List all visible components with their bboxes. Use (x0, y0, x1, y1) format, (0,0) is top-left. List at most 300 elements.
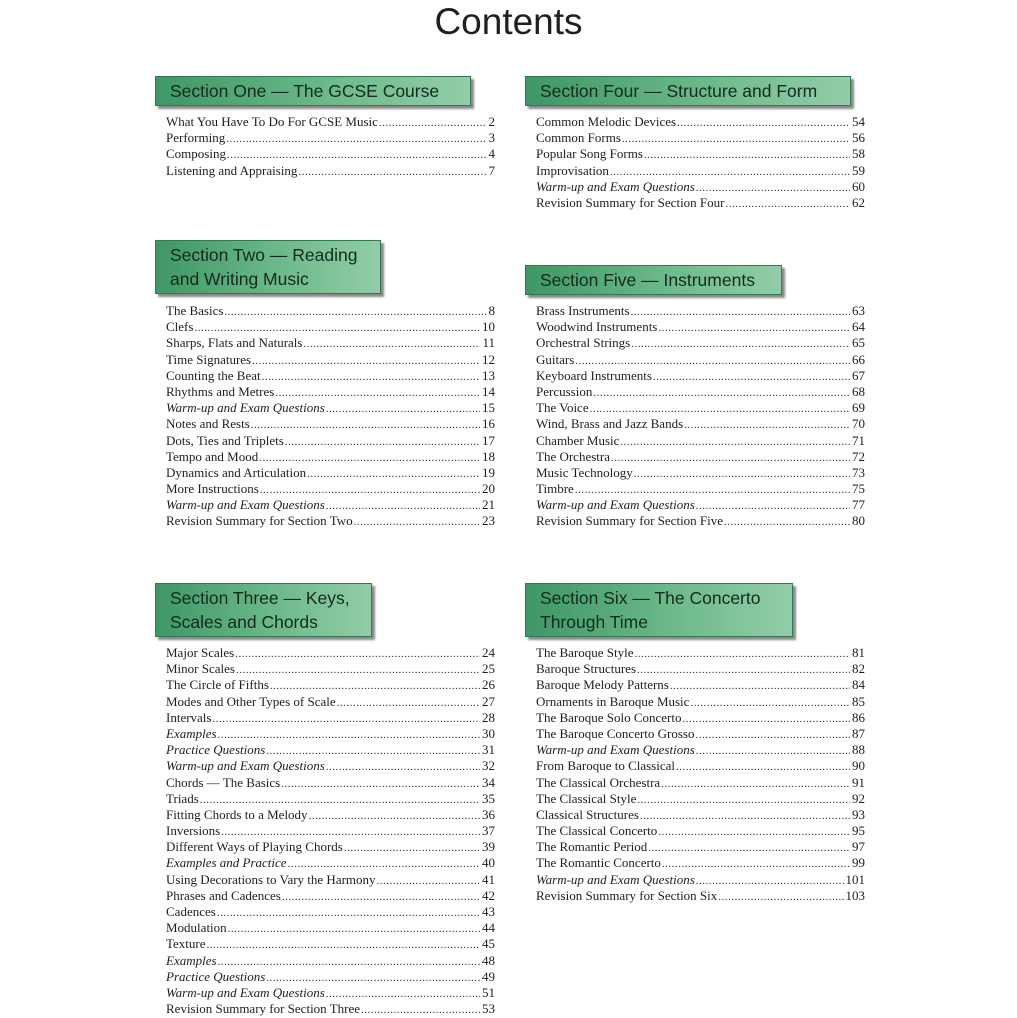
toc-entry-title: Phrases and Cadences (166, 887, 281, 903)
dot-leader (637, 792, 850, 808)
toc-entry-title: Guitars (536, 351, 575, 367)
toc-entry-title: Revision Summary for Section Six (536, 887, 718, 903)
dot-leader (307, 466, 480, 482)
toc-entry-title: Warm-up and Exam Questions (536, 742, 695, 758)
toc-entry-title: The Basics (166, 303, 224, 318)
toc-entry-page: 8 (488, 303, 495, 318)
toc-entry[interactable] (536, 130, 865, 146)
toc-entry-page: 35 (482, 790, 495, 806)
toc-entry-page: 32 (482, 758, 495, 774)
section-heading-line: Section Six — The Concerto (540, 588, 761, 608)
toc-entry-page: 16 (482, 416, 495, 432)
toc-entry[interactable] (166, 791, 495, 807)
toc-entry-title: The Classical Style (536, 790, 637, 806)
toc-entry-title: Baroque Structures (536, 661, 637, 677)
dot-leader (309, 808, 480, 824)
toc-entry-page: 80 (852, 513, 865, 529)
toc-entry-page: 44 (482, 920, 495, 936)
toc-entry[interactable] (166, 433, 495, 449)
section-heading-line: Section Three — Keys, (170, 588, 350, 608)
dot-leader (354, 514, 480, 530)
toc-entry[interactable] (166, 936, 495, 952)
toc-entry[interactable] (536, 465, 865, 481)
toc-entry-page: 2 (488, 114, 495, 129)
dot-leader (259, 450, 480, 466)
toc-entry-page: 21 (482, 497, 495, 513)
toc-entry-page: 34 (482, 774, 495, 790)
dot-leader (303, 336, 480, 352)
dot-leader (634, 466, 850, 482)
toc-entry-title: Practice Questions (166, 742, 266, 758)
dot-leader (200, 792, 480, 808)
toc-list (536, 303, 865, 530)
dot-leader (260, 482, 480, 498)
dot-leader (658, 824, 850, 840)
toc-entry-title: Intervals (166, 709, 212, 725)
toc-entry-page: 10 (482, 319, 495, 335)
toc-entry-title: Warm-up and Exam Questions (166, 497, 325, 513)
toc-entry[interactable] (166, 481, 495, 497)
toc-entry-title: The Baroque Style (536, 645, 634, 660)
dot-leader (637, 662, 850, 678)
toc-entry[interactable] (536, 775, 865, 791)
toc-entry[interactable] (166, 497, 495, 513)
toc-entry-page: 86 (852, 709, 865, 725)
toc-entry-page: 88 (852, 742, 865, 758)
toc-entry[interactable] (166, 416, 495, 432)
toc-entry-page: 20 (482, 481, 495, 497)
toc-entry[interactable] (536, 335, 865, 351)
dot-leader (631, 304, 850, 320)
toc-entry-page: 30 (482, 725, 495, 741)
toc-entry[interactable] (166, 775, 495, 791)
toc-entry-page: 27 (482, 693, 495, 709)
toc-entry-page: 18 (482, 448, 495, 464)
toc-entry-page: 67 (852, 367, 865, 383)
dot-leader (326, 401, 480, 417)
toc-entry[interactable] (536, 163, 865, 179)
dot-leader (696, 498, 850, 514)
page-title: Contents (434, 1, 583, 42)
toc-entry-title: Revision Summary for Section Two (166, 513, 353, 529)
toc-entry-page: 82 (852, 661, 865, 677)
toc-entry[interactable] (166, 904, 495, 920)
toc-entry-page: 7 (488, 162, 495, 178)
dot-leader (670, 678, 850, 694)
dot-leader (676, 759, 850, 775)
toc-entry-page: 84 (852, 677, 865, 693)
toc-entry[interactable] (166, 130, 495, 146)
toc-entry[interactable] (166, 969, 495, 985)
toc-entry-title: Triads (166, 790, 199, 806)
toc-entry-title: Woodwind Instruments (536, 319, 658, 335)
dot-leader (631, 336, 850, 352)
toc-entry-title: Examples and Practice (166, 855, 287, 871)
toc-entry[interactable] (166, 839, 495, 855)
toc-list (166, 114, 495, 179)
toc-entry-title: Warm-up and Exam Questions (166, 758, 325, 774)
toc-entry[interactable] (536, 195, 865, 211)
toc-entry-title: Brass Instruments (536, 303, 630, 318)
toc-entry-page: 15 (482, 400, 495, 416)
toc-entry-page: 25 (482, 661, 495, 677)
toc-entry[interactable] (536, 433, 865, 449)
dot-leader (212, 711, 480, 727)
toc-entry-page: 53 (482, 1001, 495, 1017)
dot-leader (337, 695, 480, 711)
toc-entry-page: 31 (482, 742, 495, 758)
toc-entry-page: 66 (852, 351, 865, 367)
dot-leader (262, 369, 480, 385)
toc-entry-title: Modes and Other Types of Scale (166, 693, 336, 709)
toc-entry[interactable] (536, 449, 865, 465)
toc-entry[interactable] (536, 481, 865, 497)
toc-entry-page: 90 (852, 758, 865, 774)
toc-entry-page: 12 (482, 351, 495, 367)
toc-entry[interactable] (536, 791, 865, 807)
toc-entry[interactable] (536, 114, 865, 130)
toc-entry[interactable] (536, 179, 865, 195)
toc-entry-page: 48 (482, 952, 495, 968)
toc-entry-title: Modulation (166, 920, 227, 936)
toc-entry-page: 77 (852, 497, 865, 513)
toc-entry-page: 62 (852, 194, 865, 210)
toc-entry[interactable] (536, 839, 865, 855)
toc-entry-title: Common Forms (536, 130, 621, 146)
toc-entry[interactable] (536, 319, 865, 335)
toc-entry[interactable] (166, 303, 495, 319)
toc-entry[interactable] (166, 742, 495, 758)
toc-entry-title: Orchestral Strings (536, 335, 631, 351)
toc-entry-page: 65 (852, 335, 865, 351)
dot-leader (298, 164, 486, 180)
toc-entry[interactable] (166, 146, 495, 162)
dot-leader (724, 514, 850, 530)
toc-entry-page: 43 (482, 904, 495, 919)
dot-leader (194, 320, 480, 336)
toc-entry[interactable] (166, 513, 495, 529)
toc-entry[interactable] (166, 465, 495, 481)
dot-leader (644, 147, 850, 163)
toc-entry-page: 40 (482, 855, 495, 871)
dot-leader (285, 434, 480, 450)
toc-entry-title: Warm-up and Exam Questions (166, 400, 325, 416)
toc-entry-page: 85 (852, 693, 865, 709)
toc-entry-page: 81 (852, 645, 865, 660)
toc-entry-title: Fitting Chords to a Melody (166, 806, 308, 822)
toc-entry-title: Wind, Brass and Jazz Bands (536, 416, 684, 432)
dot-leader (593, 385, 850, 401)
toc-entry-page: 41 (482, 871, 495, 887)
toc-entry[interactable] (536, 726, 865, 742)
toc-entry[interactable] (166, 335, 495, 351)
toc-entry[interactable] (166, 677, 495, 693)
toc-entry-title: The Circle of Fifths (166, 677, 269, 693)
toc-entry[interactable] (166, 888, 495, 904)
dot-leader (326, 986, 480, 1002)
dot-leader (270, 678, 480, 694)
toc-entry[interactable] (536, 855, 865, 871)
toc-entry[interactable] (166, 352, 495, 368)
toc-entry-title: The Classical Orchestra (536, 774, 661, 790)
toc-entry-page: 37 (482, 823, 495, 839)
toc-entry-title: The Baroque Concerto Grosso (536, 725, 695, 741)
dot-leader (575, 353, 850, 369)
section-heading-line: Section Two — Reading (170, 245, 358, 265)
toc-entry-page: 24 (482, 645, 495, 660)
toc-entry-title: Practice Questions (166, 968, 266, 984)
toc-entry-title: Warm-up and Exam Questions (536, 871, 695, 887)
section-heading-line: Scales and Chords (170, 612, 318, 632)
toc-entry-page: 36 (482, 806, 495, 822)
toc-entry-title: Different Ways of Playing Chords (166, 839, 343, 855)
dot-leader (622, 131, 850, 147)
section-heading-line: Section Four — Structure and Form (540, 81, 818, 101)
dot-leader (228, 921, 480, 937)
toc-entry-title: Chords — The Basics (166, 774, 281, 790)
dot-leader (218, 954, 480, 970)
toc-entry-page: 64 (852, 319, 865, 335)
toc-entry[interactable] (536, 742, 865, 758)
toc-entry-title: Ornaments in Baroque Music (536, 693, 690, 709)
toc-entry-page: 97 (852, 839, 865, 855)
dot-leader (611, 450, 850, 466)
dot-leader (696, 873, 844, 889)
toc-entry[interactable] (536, 513, 865, 529)
dot-leader (326, 759, 480, 775)
toc-entry-page: 56 (852, 130, 865, 146)
toc-entry-title: Revision Summary for Section Four (536, 194, 725, 210)
dot-leader (696, 180, 850, 196)
toc-entry-title: What You Have To Do For GCSE Music (166, 114, 378, 129)
dot-leader (575, 482, 850, 498)
toc-entry-page: 93 (852, 806, 865, 822)
toc-entry-page: 28 (482, 709, 495, 725)
toc-entry-title: Notes and Rests (166, 416, 250, 432)
dot-leader (326, 498, 480, 514)
toc-entry-title: Classical Structures (536, 806, 639, 822)
toc-entry-title: Revision Summary for Section Three (166, 1001, 361, 1017)
toc-entry-page: 23 (482, 513, 495, 529)
toc-entry[interactable] (166, 384, 495, 400)
toc-entry[interactable] (166, 758, 495, 774)
toc-entry-title: The Baroque Solo Concerto (536, 709, 682, 725)
toc-entry-page: 72 (852, 448, 865, 464)
toc-entry[interactable] (536, 710, 865, 726)
toc-entry[interactable] (536, 694, 865, 710)
dot-leader (648, 840, 850, 856)
section-heading-line: and Writing Music (170, 269, 309, 289)
toc-entry[interactable] (536, 497, 865, 513)
dot-leader (361, 1002, 480, 1018)
toc-entry[interactable] (166, 319, 495, 335)
dot-leader (696, 727, 851, 743)
toc-entry-page: 26 (482, 677, 495, 693)
toc-entry-page: 91 (852, 774, 865, 790)
toc-entry-page: 14 (482, 383, 495, 399)
dot-leader (252, 353, 480, 369)
toc-entry[interactable] (166, 163, 495, 179)
dot-leader (634, 646, 850, 662)
toc-entry[interactable] (536, 661, 865, 677)
toc-entry[interactable] (536, 303, 865, 319)
toc-entry[interactable] (536, 823, 865, 839)
toc-entry[interactable] (166, 823, 495, 839)
section-heading-line: Section Five — Instruments (540, 270, 755, 290)
section-heading (525, 76, 851, 106)
toc-entry-title: Time Signatures (166, 351, 252, 367)
toc-entry-page: 11 (482, 335, 495, 351)
toc-entry-page: 95 (852, 823, 865, 839)
dot-leader (640, 808, 850, 824)
dot-leader (661, 776, 850, 792)
dot-leader (251, 417, 480, 433)
toc-entry[interactable] (166, 872, 495, 888)
dot-leader (224, 304, 486, 320)
toc-entry-page: 68 (852, 383, 865, 399)
toc-entry-title: Common Melodic Devices (536, 114, 677, 129)
toc-entry[interactable] (166, 449, 495, 465)
section-heading (155, 583, 372, 637)
toc-entry-page: 54 (852, 114, 865, 129)
toc-entry-title: Improvisation (536, 162, 609, 178)
toc-entry-page: 13 (482, 367, 495, 383)
toc-entry[interactable] (166, 985, 495, 1001)
dot-leader (266, 743, 480, 759)
toc-entry-title: Timbre (536, 481, 574, 497)
toc-entry-page: 45 (482, 936, 495, 952)
toc-entry[interactable] (536, 352, 865, 368)
toc-entry-page: 60 (852, 178, 865, 194)
section-heading (155, 240, 381, 294)
toc-entry-title: Rhythms and Metres (166, 383, 275, 399)
toc-entry-title: The Voice (536, 400, 589, 416)
toc-entry-title: Percussion (536, 383, 593, 399)
toc-entry-page: 3 (488, 130, 495, 146)
toc-entry[interactable] (536, 416, 865, 432)
toc-entry[interactable] (166, 807, 495, 823)
toc-entry-page: 39 (482, 839, 495, 855)
toc-list (536, 645, 865, 904)
toc-entry-title: Examples (166, 725, 217, 741)
toc-entry-title: More Instructions (166, 481, 259, 497)
dot-leader (658, 320, 850, 336)
toc-list (166, 303, 495, 530)
toc-entry-title: Cadences (166, 904, 216, 919)
toc-entry-title: Warm-up and Exam Questions (536, 178, 695, 194)
toc-entry-title: Chamber Music (536, 432, 620, 448)
dot-leader (344, 840, 480, 856)
toc-entry-title: Warm-up and Exam Questions (166, 984, 325, 1000)
toc-entry[interactable] (166, 726, 495, 742)
toc-entry-title: The Romantic Concerto (536, 855, 661, 871)
toc-entry[interactable] (166, 400, 495, 416)
toc-entry-page: 49 (482, 968, 495, 984)
section-heading (525, 583, 793, 637)
toc-entry-title: Examples (166, 952, 217, 968)
dot-leader (590, 401, 850, 417)
toc-entry[interactable] (536, 758, 865, 774)
toc-entry[interactable] (536, 146, 865, 162)
toc-entry-title: Using Decorations to Vary the Harmony (166, 871, 376, 887)
dot-leader (662, 856, 850, 872)
toc-entry-page: 4 (488, 146, 495, 162)
toc-entry-title: Counting the Beat (166, 367, 261, 383)
toc-entry[interactable] (166, 694, 495, 710)
dot-leader (275, 385, 480, 401)
toc-entry-page: 101 (845, 871, 865, 887)
toc-entry-page: 75 (852, 481, 865, 497)
toc-entry-title: Dynamics and Articulation (166, 464, 307, 480)
dot-leader (726, 196, 851, 212)
toc-entry[interactable] (166, 855, 495, 871)
dot-leader (282, 889, 480, 905)
toc-entry-page: 87 (852, 725, 865, 741)
dot-leader (690, 695, 850, 711)
toc-entry-title: Texture (166, 936, 206, 952)
section-heading-line: Through Time (540, 612, 648, 632)
toc-entry-title: Tempo and Mood (166, 448, 259, 464)
toc-entry[interactable] (166, 661, 495, 677)
dot-leader (218, 727, 480, 743)
toc-entry[interactable] (166, 645, 495, 661)
toc-entry-title: Warm-up and Exam Questions (536, 497, 695, 513)
toc-entry-page: 51 (482, 984, 495, 1000)
toc-entry[interactable] (166, 953, 495, 969)
dot-leader (236, 662, 480, 678)
toc-entry[interactable] (166, 114, 495, 130)
toc-entry[interactable] (536, 872, 865, 888)
toc-entry[interactable] (536, 368, 865, 384)
toc-entry-title: The Classical Concerto (536, 823, 658, 839)
toc-entry-page: 69 (852, 400, 865, 416)
toc-entry-title: From Baroque to Classical (536, 758, 676, 774)
dot-leader (207, 937, 480, 953)
toc-entry[interactable] (166, 710, 495, 726)
toc-entry[interactable] (536, 677, 865, 693)
toc-entry[interactable] (536, 888, 865, 904)
toc-entry[interactable] (536, 645, 865, 661)
dot-leader (217, 905, 480, 921)
dot-leader (677, 115, 850, 131)
toc-entry-title: Minor Scales (166, 661, 235, 677)
toc-entry-title: Clefs (166, 319, 194, 335)
section-heading (525, 265, 782, 295)
toc-entry-title: Sharps, Flats and Naturals (166, 335, 303, 351)
toc-entry-title: The Romantic Period (536, 839, 648, 855)
toc-entry[interactable] (166, 368, 495, 384)
toc-entry[interactable] (166, 920, 495, 936)
dot-leader (684, 417, 850, 433)
dot-leader (610, 164, 850, 180)
toc-entry-title: Inversions (166, 823, 221, 839)
dot-leader (288, 856, 480, 872)
toc-entry[interactable] (536, 384, 865, 400)
toc-entry-page: 99 (852, 855, 865, 871)
toc-entry-title: Revision Summary for Section Five (536, 513, 724, 529)
dot-leader (696, 743, 850, 759)
toc-entry-page: 42 (482, 887, 495, 903)
toc-entry-title: Listening and Appraising (166, 162, 298, 178)
toc-entry-title: Music Technology (536, 464, 633, 480)
toc-entry[interactable] (166, 1001, 495, 1017)
toc-entry[interactable] (536, 807, 865, 823)
dot-leader (226, 131, 486, 147)
dot-leader (281, 776, 480, 792)
toc-entry-title: Composing (166, 146, 226, 162)
toc-entry-page: 63 (852, 303, 865, 318)
toc-entry[interactable] (536, 400, 865, 416)
